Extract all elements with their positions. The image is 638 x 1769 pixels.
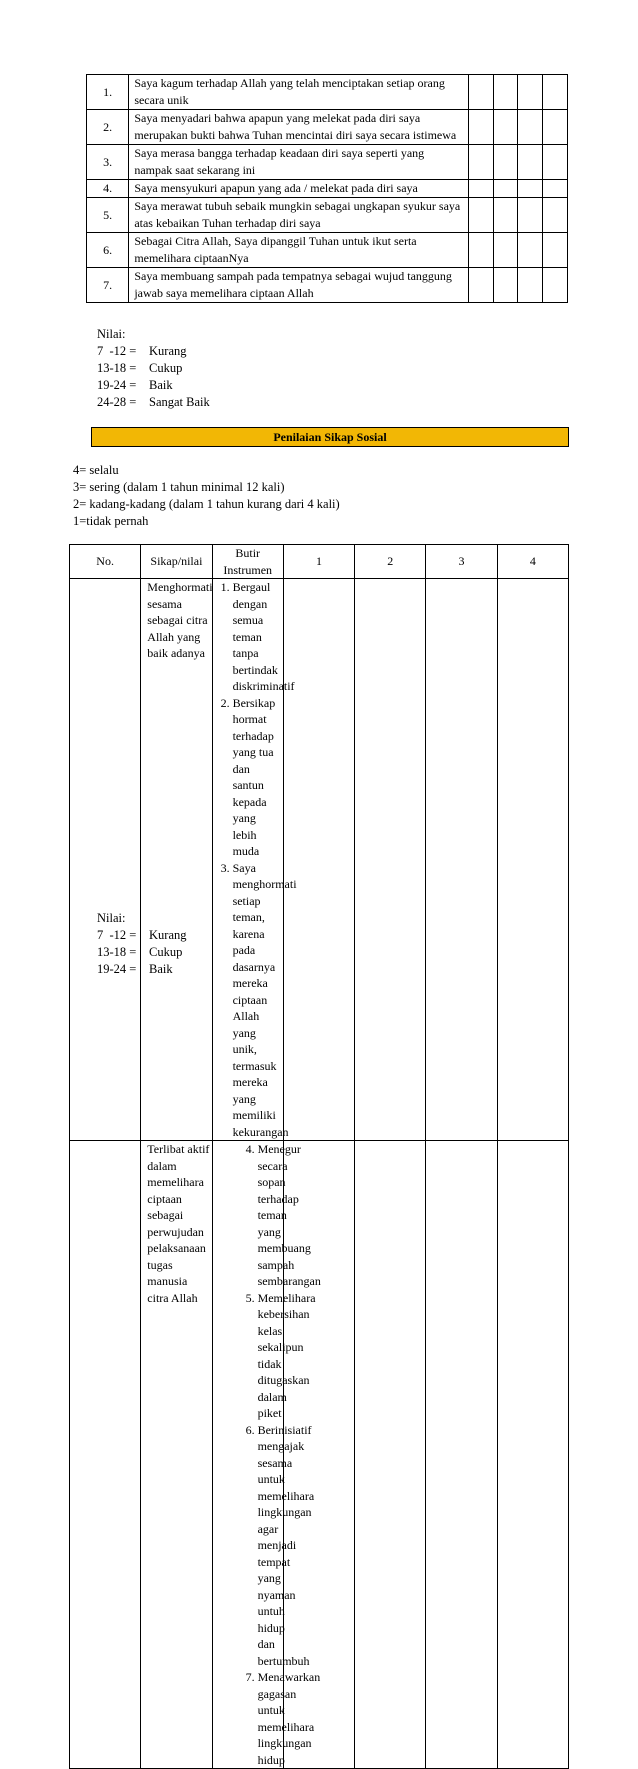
- sikap-sosial-table: [69, 544, 569, 1769]
- table-row: [87, 233, 568, 268]
- nilai-range: 24-28 =: [97, 395, 137, 409]
- table-row: [87, 180, 568, 198]
- nilai-row: [97, 343, 210, 360]
- nilai-legend-sosial: [97, 910, 187, 978]
- statement-text: Sebagai Citra Allah, Saya dipanggil Tuhan untuk ikut serta memelihara ciptaanNya: [129, 233, 469, 268]
- nilai-label: Kurang: [149, 928, 187, 942]
- sikap-text: Terlibat aktif dalam memelihara ciptaan sebagai perwujudan pelaksanaan tugas manusia citra Allah: [141, 1141, 212, 1769]
- header-score-3: 3: [426, 545, 497, 579]
- butir-item: 4. Menegur secara sopan terhadap teman yang membuang sampah sembarangan: [258, 1141, 279, 1290]
- score-cell[interactable]: [543, 145, 568, 180]
- score-cell[interactable]: [468, 198, 493, 233]
- score-cell[interactable]: [497, 579, 568, 1141]
- nilai-range: 19-24 =: [97, 378, 137, 392]
- table-row: [87, 198, 568, 233]
- score-cell[interactable]: [355, 1141, 426, 1769]
- statement-text: Saya merawat tubuh sebaik mungkin sebagai ungkapan syukur saya atas kebaikan Tuhan terhadap diri saya: [129, 198, 469, 233]
- nilai-row: [97, 944, 187, 961]
- nilai-row: [97, 360, 210, 377]
- score-cell[interactable]: [493, 180, 518, 198]
- score-cell[interactable]: [355, 579, 426, 1141]
- score-cell[interactable]: [493, 110, 518, 145]
- score-cell[interactable]: [468, 180, 493, 198]
- sikap-text: Menghormati sesama sebagai citra Allah yang baik adanya: [141, 579, 212, 1141]
- score-cell[interactable]: [468, 145, 493, 180]
- nilai-row: [97, 961, 187, 978]
- nilai-label: Baik: [149, 962, 173, 976]
- nilai-row: [97, 394, 210, 411]
- nilai-title: Nilai:: [97, 327, 126, 341]
- nilai-range: 19-24 =: [97, 962, 137, 976]
- score-cell[interactable]: [518, 268, 543, 303]
- score-cell[interactable]: [283, 1141, 354, 1769]
- butir-item: 5. Memelihara kebersihan kelas sekalipun tidak ditugaskan dalam piket: [258, 1290, 279, 1422]
- row-number: 7.: [87, 268, 129, 303]
- nilai-title: Nilai:: [97, 911, 126, 925]
- row-number: 1.: [87, 75, 129, 110]
- header-score-2: 2: [355, 545, 426, 579]
- score-cell[interactable]: [518, 233, 543, 268]
- butir-item: 2. Bersikap hormat terhadap yang tua dan santun kepada yang lebih muda: [233, 695, 279, 860]
- statement-text: Saya mensyukuri apapun yang ada / melekat pada diri saya: [129, 180, 469, 198]
- table-row: [70, 579, 569, 1141]
- score-cell[interactable]: [497, 1141, 568, 1769]
- score-cell[interactable]: [283, 579, 354, 1141]
- nilai-label: Cukup: [149, 361, 183, 375]
- row-number: 2.: [87, 110, 129, 145]
- nilai-range: 7 -12 =: [97, 928, 137, 942]
- nilai-label: Kurang: [149, 344, 187, 358]
- score-cell[interactable]: [493, 145, 518, 180]
- butir-list: [212, 1141, 321, 1769]
- butir-item: 7. Menawarkan gagasan untuk memelihara lingkungan hidup: [258, 1669, 279, 1768]
- scale-item: 1=tidak pernah: [73, 514, 149, 528]
- score-cell[interactable]: [468, 75, 493, 110]
- section-title-bar: Penilaian Sikap Sosial: [91, 427, 569, 447]
- row-number: 6.: [87, 233, 129, 268]
- table-row: [87, 110, 568, 145]
- nilai-range: 13-18 =: [97, 945, 137, 959]
- score-cell[interactable]: [543, 75, 568, 110]
- header-score-4: 4: [497, 545, 568, 579]
- scale-legend: [73, 462, 340, 530]
- score-cell[interactable]: [543, 198, 568, 233]
- butir-item: 3. Saya menghormati setiap teman, karena pada dasarnya mereka ciptaan Allah yang unik, termasuk mereka yang memiliki kekurangan: [233, 860, 279, 1141]
- butir-item: 1. Bergaul dengan semua teman tanpa bertindak diskriminatif: [233, 579, 279, 695]
- nilai-range: 7 -12 =: [97, 344, 137, 358]
- header-score-1: 1: [283, 545, 354, 579]
- header-sikap: Sikap/nilai: [141, 545, 212, 579]
- score-cell[interactable]: [493, 198, 518, 233]
- score-cell[interactable]: [426, 1141, 497, 1769]
- nilai-label: Sangat Baik: [149, 395, 210, 409]
- score-cell[interactable]: [543, 268, 568, 303]
- score-cell[interactable]: [468, 233, 493, 268]
- nilai-row: [97, 377, 210, 394]
- row-number: [70, 1141, 141, 1769]
- score-cell[interactable]: [543, 180, 568, 198]
- scale-item: 3= sering (dalam 1 tahun minimal 12 kali): [73, 480, 285, 494]
- nilai-label: Baik: [149, 378, 173, 392]
- row-number: [70, 579, 141, 1141]
- row-number: 4.: [87, 180, 129, 198]
- row-number: 3.: [87, 145, 129, 180]
- sikap-spiritual-table: [86, 74, 568, 303]
- score-cell[interactable]: [518, 145, 543, 180]
- butir-item: 6. Berinisiatif mengajak sesama untuk memelihara lingkungan agar menjadi tempat yang nyaman untuh hidup dan bertumbuh: [258, 1422, 279, 1670]
- nilai-row: [97, 927, 187, 944]
- statement-text: Saya merasa bangga terhadap keadaan diri saya seperti yang nampak saat sekarang ini: [129, 145, 469, 180]
- statement-text: Saya kagum terhadap Allah yang telah menciptakan setiap orang secara unik: [129, 75, 469, 110]
- header-no: No.: [70, 545, 141, 579]
- statement-text: Saya membuang sampah pada tempatnya sebagai wujud tanggung jawab saya memelihara ciptaan Allah: [129, 268, 469, 303]
- score-cell[interactable]: [518, 110, 543, 145]
- score-cell[interactable]: [426, 579, 497, 1141]
- table-row: [87, 145, 568, 180]
- nilai-label: Cukup: [149, 945, 183, 959]
- score-cell[interactable]: [543, 110, 568, 145]
- header-butir: Butir Instrumen: [212, 545, 283, 579]
- score-cell[interactable]: [493, 268, 518, 303]
- scale-item: 2= kadang-kadang (dalam 1 tahun kurang dari 4 kali): [73, 497, 340, 511]
- score-cell[interactable]: [493, 233, 518, 268]
- score-cell[interactable]: [518, 75, 543, 110]
- row-number: 5.: [87, 198, 129, 233]
- nilai-legend-spiritual: [97, 326, 210, 411]
- butir-list: [212, 579, 297, 1141]
- score-cell[interactable]: [518, 180, 543, 198]
- scale-item: 4= selalu: [73, 463, 119, 477]
- score-cell[interactable]: [468, 110, 493, 145]
- statement-text: Saya menyadari bahwa apapun yang melekat pada diri saya merupakan bukti bahwa Tuhan mencintai diri saya secara istimewa: [129, 110, 469, 145]
- score-cell[interactable]: [493, 75, 518, 110]
- score-cell[interactable]: [543, 233, 568, 268]
- table-row: [70, 1141, 569, 1769]
- table-header-row: [70, 545, 569, 579]
- score-cell[interactable]: [518, 198, 543, 233]
- score-cell[interactable]: [468, 268, 493, 303]
- table-row: [87, 268, 568, 303]
- nilai-range: 13-18 =: [97, 361, 137, 375]
- table-row: [87, 75, 568, 110]
